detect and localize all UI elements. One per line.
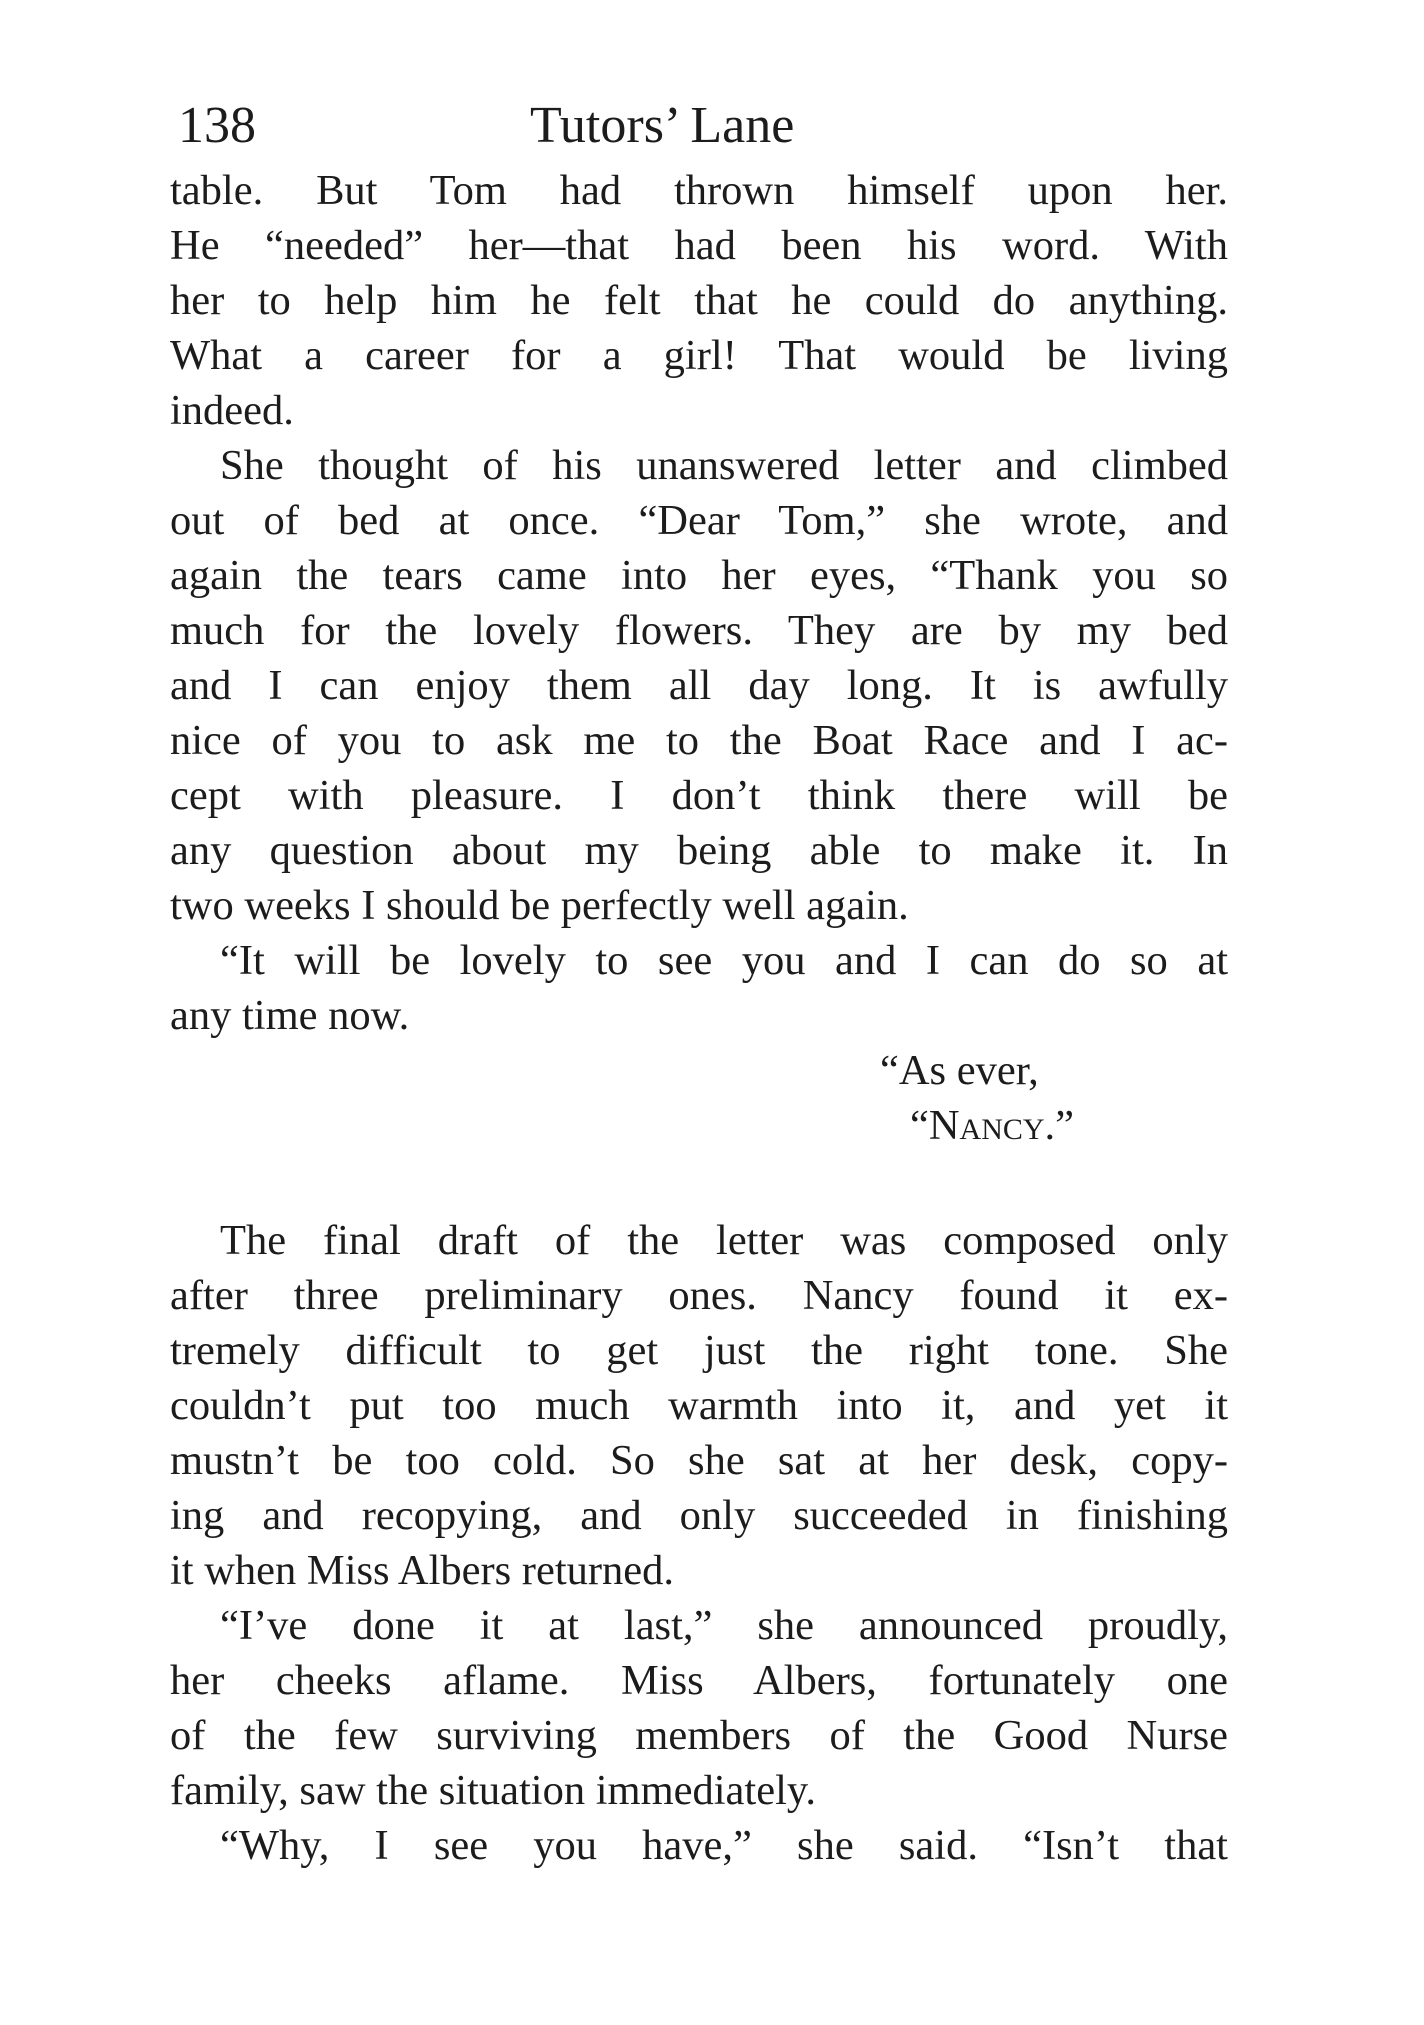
text-line: out of bed at once. “Dear Tom,” she wrote, and <box>170 497 1228 544</box>
text-line: any time now. <box>170 992 410 1039</box>
text-line: ing and recopying, and only succeeded in finishing <box>170 1492 1228 1539</box>
text-line: it when Miss Albers returned. <box>170 1547 675 1594</box>
text-line: any question about my being able to make it. In <box>170 827 1228 874</box>
running-title: Tutors’ Lane <box>530 97 795 154</box>
text-line: after three preliminary ones. Nancy found it ex- <box>170 1272 1228 1319</box>
text-line: She thought of his unanswered letter and climbed <box>220 442 1228 489</box>
paragraph-gap <box>170 1153 1228 1213</box>
text-line: indeed. <box>170 387 294 434</box>
text-line: What a career for a girl! That would be living <box>170 332 1228 379</box>
text-line: “It will be lovely to see you and I can do so at <box>220 937 1228 984</box>
body-text <box>170 163 1228 1873</box>
text-line: of the few surviving members of the Good Nurse <box>170 1712 1228 1759</box>
text-line: “I’ve done it at last,” she announced proudly, <box>220 1602 1228 1649</box>
page-number: 138 <box>178 97 256 154</box>
text-line: again the tears came into her eyes, “Thank you so <box>170 552 1228 599</box>
text-line: mustn’t be too cold. So she sat at her desk, copy- <box>170 1437 1228 1484</box>
text-line: cept with pleasure. I don’t think there will be <box>170 772 1228 819</box>
text-line: much for the lovely flowers. They are by my bed <box>170 607 1228 654</box>
page-header <box>170 86 1230 166</box>
text-line: and I can enjoy them all day long. It is awfully <box>170 662 1228 709</box>
text-line: her to help him he felt that he could do anything. <box>170 277 1228 324</box>
text-line: family, saw the situation immediately. <box>170 1767 817 1814</box>
letter-signature: “Nancy.” <box>910 1102 1075 1149</box>
text-line: He “needed” her—that had been his word. With <box>170 222 1228 269</box>
text-line: couldn’t put too much warmth into it, and yet it <box>170 1382 1228 1429</box>
text-line: two weeks I should be perfectly well again. <box>170 882 909 929</box>
text-line: tremely difficult to get just the right tone. She <box>170 1327 1228 1374</box>
text-line: The final draft of the letter was composed only <box>220 1217 1228 1264</box>
letter-closing: “As ever, <box>880 1047 1039 1094</box>
text-line: her cheeks aflame. Miss Albers, fortunately one <box>170 1657 1228 1704</box>
text-line: “Why, I see you have,” she said. “Isn’t that <box>220 1822 1228 1869</box>
text-line: nice of you to ask me to the Boat Race and I ac- <box>170 717 1228 764</box>
text-line: table. But Tom had thrown himself upon her. <box>170 167 1228 214</box>
